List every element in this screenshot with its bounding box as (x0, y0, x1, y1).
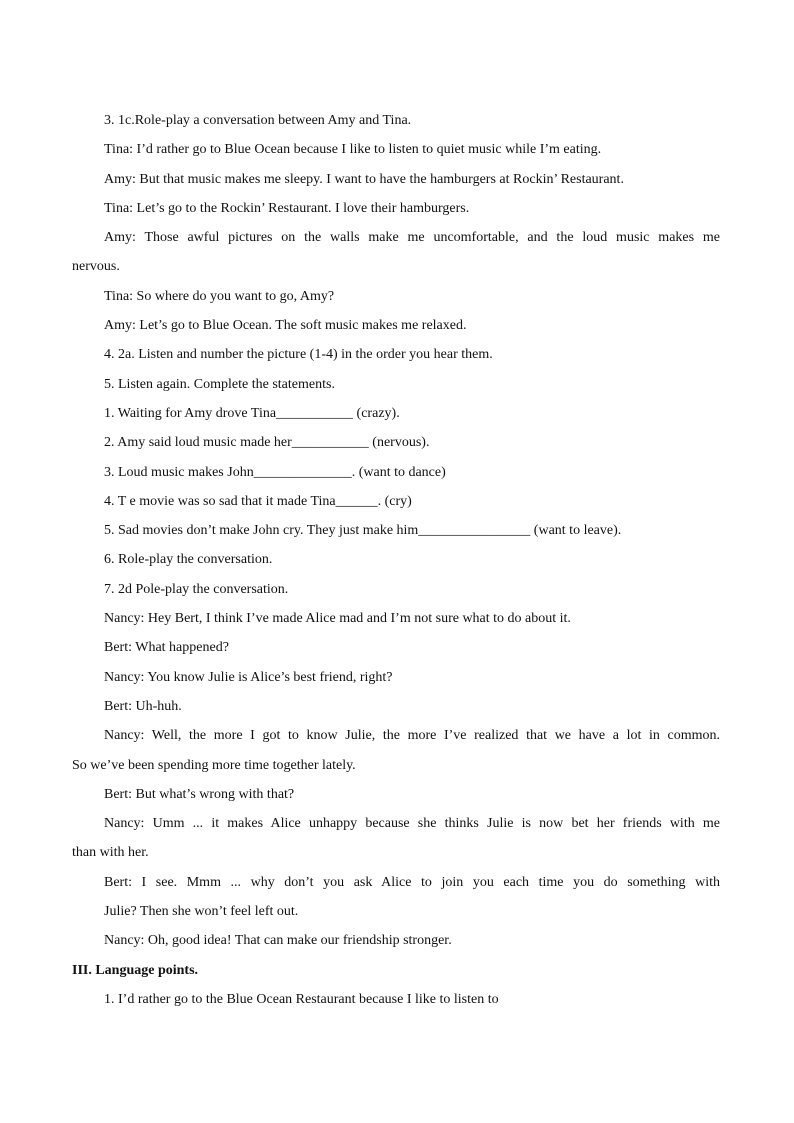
statement-4: 4. T e movie was so sad that it made Tina______. (cry) (104, 493, 412, 509)
dialogue-line-continuation: So we’ve been spending more time together lately. (72, 757, 356, 773)
dialogue-line-bert: Bert: Uh-huh. (104, 698, 182, 714)
statement-3: 3. Loud music makes John______________. (want to dance) (104, 464, 446, 480)
item-roleplay: 6. Role-play the conversation. (104, 552, 273, 568)
statement-1: 1. Waiting for Amy drove Tina___________ (crazy). (104, 405, 400, 421)
item-listen-again: 5. Listen again. Complete the statements. (104, 376, 335, 392)
dialogue-line-amy: Amy: Those awful pictures on the walls make me uncomfortable, and the loud music makes me (104, 230, 720, 246)
item-1c-roleplay: 3. 1c.Role-play a conversation between Amy and Tina. (104, 113, 412, 128)
dialogue-line-nancy: Nancy: Oh, good idea! That can make our friendship stronger. (104, 933, 452, 949)
item-2d-roleplay: 7. 2d Pole-play the conversation. (104, 581, 289, 597)
dialogue-line-bert: Bert: What happened? (104, 640, 229, 656)
dialogue-line-bert: Bert: I see. Mmm ... why don’t you ask Alice to join you each time you do something with (104, 874, 720, 890)
statement-5: 5. Sad movies don’t make John cry. They just make him________________ (want to leave). (104, 523, 622, 539)
dialogue-line-bert: Bert: But what’s wrong with that? (104, 786, 295, 802)
statement-2: 2. Amy said loud music made her___________ (nervous). (104, 435, 430, 451)
dialogue-line-amy: Amy: Let’s go to Blue Ocean. The soft music makes me relaxed. (104, 318, 467, 334)
dialogue-line-continuation: than with her. (72, 845, 149, 861)
dialogue-line-nancy: Nancy: Well, the more I got to know Julie, the more I’ve realized that we have a lot in common. (104, 728, 720, 744)
section-heading-language-points: III. Language points. (72, 962, 199, 978)
dialogue-line-tina: Tina: So where do you want to go, Amy? (104, 288, 335, 304)
dialogue-line-nancy: Nancy: Hey Bert, I think I’ve made Alice mad and I’m not sure what to do about it. (104, 611, 571, 627)
page-content (72, 106, 720, 1014)
dialogue-line-tina: Tina: Let’s go to the Rockin’ Restaurant. I love their hamburgers. (104, 200, 470, 216)
language-point-1: 1. I’d rather go to the Blue Ocean Restaurant because I like to listen to (104, 991, 499, 1007)
item-2a-listen: 4. 2a. Listen and number the picture (1-4) in the order you hear them. (104, 347, 493, 363)
dialogue-line-nancy: Nancy: You know Julie is Alice’s best friend, right? (104, 669, 393, 685)
dialogue-line-nancy: Nancy: Umm ... it makes Alice unhappy because she thinks Julie is now bet her friends with me (104, 816, 720, 832)
dialogue-line-tina: Tina: I’d rather go to Blue Ocean because I like to listen to quiet music while I’m eating. (104, 142, 602, 158)
dialogue-line-continuation: Julie? Then she won’t feel left out. (104, 904, 299, 920)
dialogue-line-continuation: nervous. (72, 259, 120, 275)
dialogue-line-amy: Amy: But that music makes me sleepy. I want to have the hamburgers at Rockin’ Restaurant. (104, 171, 624, 187)
